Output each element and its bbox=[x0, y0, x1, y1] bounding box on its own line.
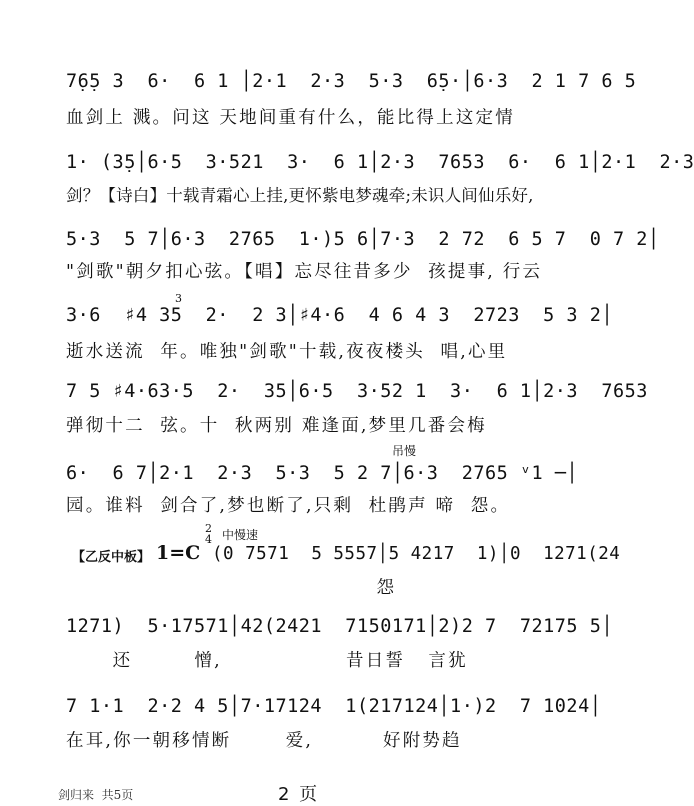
notation-line: 1271) 5·17571│42(2421 7150171│2)2 7 72175 5│ bbox=[66, 616, 613, 637]
notation-line: (0 7571 5 5557│5 4217 1)│0 1271(24 bbox=[212, 544, 621, 564]
lyric-line: 血剑上 溅。问这 天地间重有什么，能比得上这定情 bbox=[66, 108, 515, 128]
notation-line: 7 1·1 2·2 4 5│7·17124 1(217124│1·)2 7 1024│ bbox=[66, 696, 602, 717]
lyric-line: 剑？【诗白】十载青霜心上挂,更怀紫电梦魂牵;未识人间仙乐好, bbox=[66, 186, 534, 205]
grace-note-mark: 3 bbox=[175, 292, 182, 305]
lyric-line: 园。谁料 剑合了,梦也断了,只剩 杜鹃声 啼 怨。 bbox=[66, 496, 511, 516]
footer-title: 剑归来 共5页 bbox=[58, 788, 134, 802]
meter-bottom: 4 bbox=[205, 533, 212, 546]
lyric-line: 逝水送流 年。唯独"剑歌"十载,夜夜楼头 唱,心里 bbox=[66, 342, 508, 362]
lyric-line: 还 憎, 昔日誓 言犹 bbox=[66, 651, 468, 671]
meter-top: 2 bbox=[205, 522, 212, 535]
notation-line: 3·6 ♯4 35 2· 2 3│♯4·6 4 6 4 3 2723 5 3 2│ bbox=[66, 305, 613, 326]
page-number: 2 页 bbox=[278, 784, 320, 805]
lyric-line: 怨 bbox=[66, 578, 397, 598]
notation-line: 7̣6̣5 3 6· 6 1 │2·1 2·3 5·3 6̣5·│6·3 2 1 7 6 5 bbox=[66, 71, 637, 92]
notation-line: 1· (3̣5│6·5 3·521 3· 6 1│2·3 7653 6· 6 1│2·1 2·3 bbox=[66, 152, 694, 173]
slow-mark: 吊慢 bbox=[392, 444, 417, 458]
notation-line: 6· 6 7│2·1 2·3 5·3 5 2 7│6·3 2765 ᵛ1 ─│ bbox=[66, 463, 579, 484]
lyric-line: 弹彻十二 弦。十 秋两别 难逢面,梦里几番会梅 bbox=[66, 416, 487, 436]
notation-line: 7 5 ♯4·63·5 2· 35│6·5 3·52 1 3· 6 1│2·3 7653 bbox=[66, 381, 648, 402]
tempo-mark: 中慢速 bbox=[222, 528, 259, 542]
section-label: 【乙反中板】 bbox=[72, 550, 151, 565]
lyric-line: 在耳,你一朝移情断 爱, 好附势趋 bbox=[66, 731, 462, 751]
key-signature: 1=C bbox=[156, 542, 201, 564]
lyric-line: "剑歌"朝夕扣心弦。【唱】忘尽往昔多少 孩提事, 行云 bbox=[66, 262, 543, 282]
notation-line: 5·3 5 7│6·3 2765 1·)5 6│7·3 2 72 6 5 7 0 7 2│ bbox=[66, 229, 660, 250]
